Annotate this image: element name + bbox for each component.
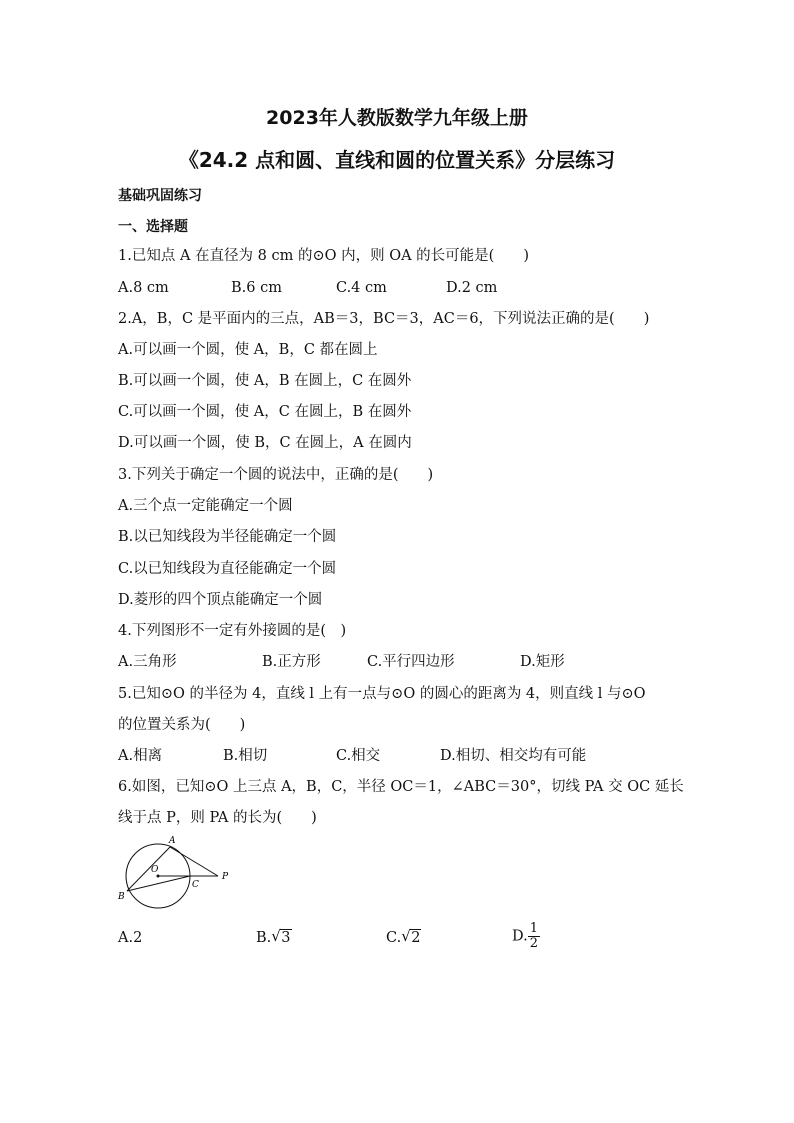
question-3-option-b: B.以已知线段为半径能确定一个圆 [118, 529, 337, 545]
sqrt-argument: 2 [411, 930, 421, 946]
question-2-option-b: B.可以画一个圆，使 A，B 在圆上，C 在圆外 [118, 373, 412, 389]
question-6-stem-line-2: 线于点 P，则 PA 的长为( ) [118, 810, 317, 826]
question-5-option-c: C.相交 [336, 748, 381, 764]
segment-bc [127, 876, 190, 891]
part-heading: 一、选择题 [118, 219, 188, 235]
fraction [528, 922, 540, 951]
question-5-stem-line-1: 5.已知⊙O 的半径为 4，直线 l 上有一点与⊙O 的圆心的距离为 4，则直线 l 与⊙O [118, 686, 646, 702]
question-6-option-c [386, 928, 421, 948]
section-heading: 基础巩固练习 [118, 188, 202, 204]
question-2-option-c: C.可以画一个圆，使 A，C 在圆上，B 在圆外 [118, 404, 412, 420]
label-b: B [118, 892, 125, 902]
question-1-option-c: C.4 cm [336, 280, 387, 296]
label-c: C [192, 880, 199, 890]
segment-ba [127, 847, 170, 891]
sqrt-symbol: √ 3 [271, 927, 291, 946]
question-3-option-a: A.三个点一定能确定一个圆 [118, 498, 293, 514]
label-o: O [151, 865, 159, 875]
circle-tangent-figure [117, 834, 241, 914]
question-1-option-b: B.6 cm [231, 280, 282, 296]
question-5-option-a: A.相离 [118, 748, 163, 764]
document-title: 2023年人教版数学九年级上册 [266, 107, 528, 129]
label-a: A [169, 836, 176, 846]
question-2-option-a: A.可以画一个圆，使 A，B，C 都在圆上 [118, 342, 378, 358]
label-p: P [222, 872, 229, 882]
question-3-option-d: D.菱形的四个顶点能确定一个圆 [118, 592, 323, 608]
question-6-stem-line-1: 6.如图，已知⊙O 上三点 A，B，C，半径 OC＝1，∠ABC＝30°，切线 PA 交 OC 延长 [118, 779, 684, 795]
question-6-option-b [256, 928, 292, 948]
question-2-option-d: D.可以画一个圆，使 B，C 在圆上，A 在圆内 [118, 435, 412, 451]
fraction-numerator: 1 [529, 921, 538, 936]
question-5-stem-line-2: 的位置关系为( ) [118, 717, 246, 733]
document-subtitle: 《24.2 点和圆、直线和圆的位置关系》分层练习 [178, 148, 616, 172]
question-4-option-d: D.矩形 [520, 654, 565, 670]
question-1-stem: 1.已知点 A 在直径为 8 cm 的⊙O 内，则 OA 的长可能是( ) [118, 248, 529, 264]
option-b-prefix: B. [256, 930, 272, 946]
question-6-option-d [512, 922, 540, 951]
fraction-denominator: 2 [529, 936, 538, 951]
question-3-stem: 3.下列关于确定一个圆的说法中，正确的是( ) [118, 467, 434, 483]
question-4-option-a: A.三角形 [118, 654, 177, 670]
question-1-option-a: A.8 cm [118, 280, 169, 296]
question-4-option-b: B.正方形 [262, 654, 321, 670]
option-c-prefix: C. [386, 930, 402, 946]
segment-ap [170, 847, 218, 876]
sqrt-argument: 3 [281, 930, 291, 946]
question-5-option-d: D.相切、相交均有可能 [440, 748, 587, 764]
question-1-option-d: D.2 cm [446, 280, 498, 296]
sqrt-symbol: √ 2 [401, 927, 421, 946]
question-4-option-c: C.平行四边形 [367, 654, 455, 670]
question-4-stem: 4.下列图形不一定有外接圆的是( ) [118, 623, 347, 639]
question-2-stem: 2.A，B，C 是平面内的三点，AB＝3，BC＝3，AC＝6，下列说法正确的是( ) [118, 311, 650, 327]
question-3-option-c: C.以已知线段为直径能确定一个圆 [118, 561, 337, 577]
question-6-option-a: A.2 [118, 930, 143, 946]
question-5-option-b: B.相切 [223, 748, 268, 764]
option-d-prefix: D. [512, 928, 528, 945]
